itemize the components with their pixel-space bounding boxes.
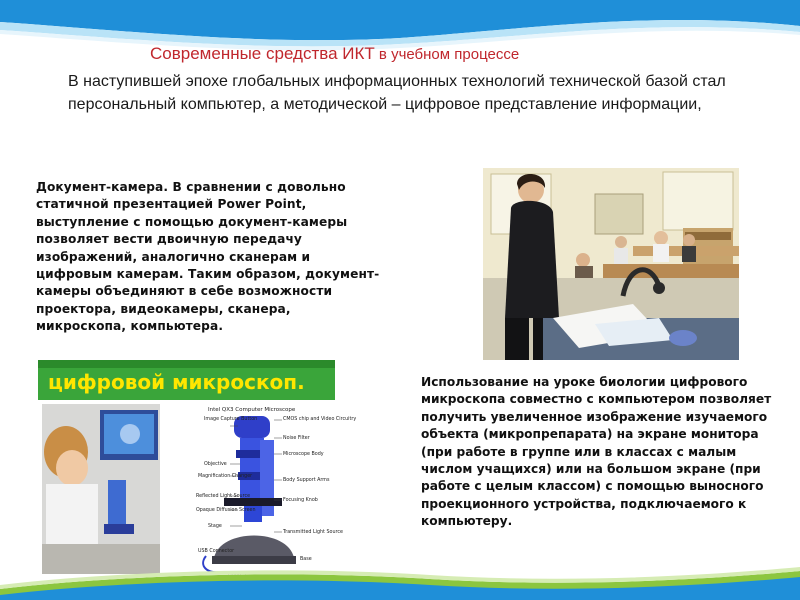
label-cmos: CMOS chip and Video Circuitry bbox=[283, 417, 357, 422]
title-part-tail: в учебном процессе bbox=[374, 46, 520, 63]
label-opaque-diffusion: Opaque Diffusion Screen bbox=[196, 508, 256, 513]
label-objective: Objective bbox=[204, 462, 227, 467]
label-microscope-body: Microscope Body bbox=[283, 452, 324, 457]
label-reflected-light: Reflected Light Source bbox=[196, 494, 251, 499]
classroom-photo bbox=[483, 168, 739, 360]
document-camera-paragraph: Документ-камера. В сравнении с довольно статичной презентацией Power Point, выступление с помощью документ-камеры позволяет вести двоичную передачу изображений, аналогично сканерам и цифровым камерам. Таким образом, документ-камеры объединяют в себе возможности проектора, видеокамеры, сканера, микроскопа, компьютера. bbox=[36, 180, 380, 334]
label-focusing-knob: Focusing Knob bbox=[283, 498, 318, 503]
label-image-capture: Image Capture Button bbox=[204, 417, 258, 422]
biology-microscope-paragraph: Использование на уроке биологии цифрового микроскопа совместно с компьютером позволяет получить увеличенное изображение изучаемого объекта (микропрепарата) на экране монитора (при работе в группе или в классах с малым числом учащихся) или на большом экране (при работе с целым классом) с помощью выносного проекционного устройства, подключаемого к компьютеру. bbox=[421, 375, 772, 529]
label-transmitted-light: Transmitted Light Source bbox=[283, 530, 343, 535]
label-magnification: Magnification Changer bbox=[198, 474, 253, 479]
label-body-support: Body Support Arms bbox=[283, 478, 330, 483]
microscope-caption-title: Intel QX3 Computer Microscope bbox=[208, 407, 296, 413]
intro-paragraph: В наступившей эпохе глобальных информационных технологий технической базой стал персональный компьютер, а методической – цифровое представление информации, bbox=[68, 73, 726, 113]
slide-title bbox=[150, 44, 750, 64]
bottom-wave-decoration bbox=[0, 555, 800, 600]
label-noise-filter: Noise Filter bbox=[283, 436, 310, 441]
label-base: Base bbox=[300, 557, 312, 562]
label-usb: USB Connector bbox=[198, 549, 235, 554]
title-part-ict: ИКТ bbox=[337, 44, 375, 63]
microscope-banner-text: цифровой микроскоп. bbox=[48, 370, 305, 394]
digital-microscope-image bbox=[38, 360, 357, 582]
title-part-main: Современные средства bbox=[150, 44, 338, 63]
label-stage: Stage bbox=[208, 524, 222, 529]
